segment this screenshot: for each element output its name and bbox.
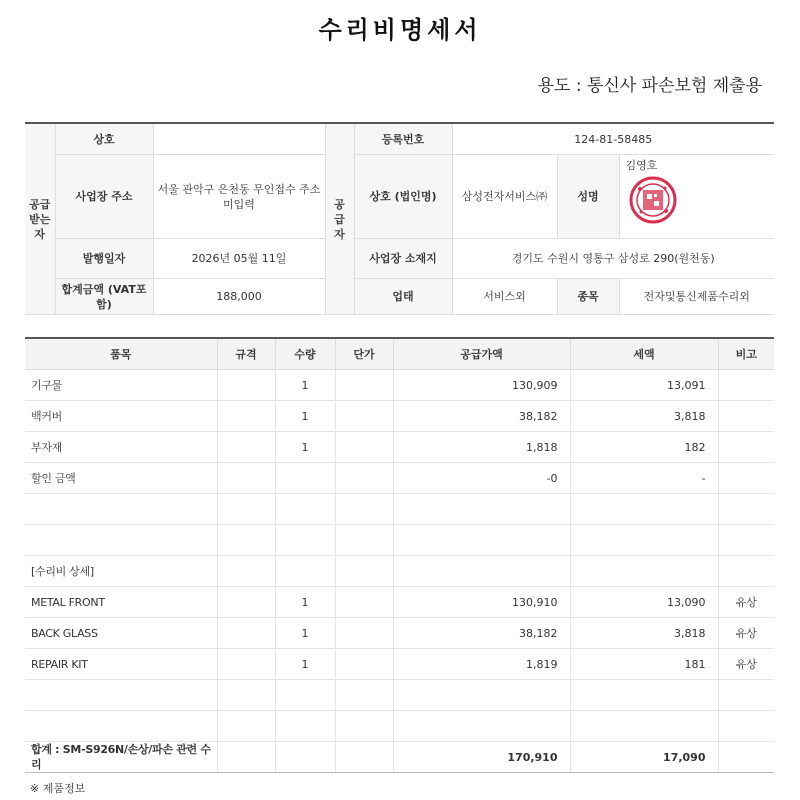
item-remarks (718, 494, 774, 525)
item-unit-price (335, 463, 393, 494)
item-name: BACK GLASS (25, 618, 217, 649)
table-row (25, 525, 774, 556)
item-remarks (718, 711, 774, 742)
table-row (25, 587, 774, 618)
item-remarks (718, 463, 774, 494)
item-spec (217, 401, 275, 432)
item-remarks: 유상 (718, 587, 774, 618)
column-header-spec: 규격 (217, 338, 275, 370)
total-item-tax: 17,090 (570, 742, 718, 773)
supplier-name-label: 성명 (557, 155, 619, 239)
total-item-name: 합계 : SM-S926N/손상/파손 관련 수리 (25, 742, 217, 773)
item-spec (217, 432, 275, 463)
item-name: REPAIR KIT (25, 649, 217, 680)
item-supply-value: 38,182 (393, 401, 570, 432)
item-remarks (718, 525, 774, 556)
supplier-side-label: 공급자 (325, 123, 354, 315)
item-spec (217, 587, 275, 618)
item-tax: 181 (570, 649, 718, 680)
item-supply-value: 130,909 (393, 370, 570, 401)
item-remarks: 유상 (718, 649, 774, 680)
recipient-address-label: 사업장 주소 (55, 155, 153, 239)
item-unit-price (335, 711, 393, 742)
recipient-side-label: 공급받는자 (25, 123, 55, 315)
item-supply-value: 130,910 (393, 587, 570, 618)
item-supply-value (393, 556, 570, 587)
item-remarks (718, 370, 774, 401)
item-unit-price (335, 618, 393, 649)
item-name (25, 711, 217, 742)
supplier-address-value: 경기도 수원시 영통구 삼성로 290(원천동) (452, 239, 774, 279)
recipient-issue-date-label: 발행일자 (55, 239, 153, 279)
item-remarks: 유상 (718, 618, 774, 649)
total-item-remarks (718, 742, 774, 773)
item-supply-value: 38,182 (393, 618, 570, 649)
item-tax: 13,090 (570, 587, 718, 618)
item-tax (570, 525, 718, 556)
item-quantity: 1 (275, 649, 335, 680)
recipient-issue-date-value: 2026년 05월 11일 (153, 239, 325, 279)
item-name: METAL FRONT (25, 587, 217, 618)
item-unit-price (335, 525, 393, 556)
document-title: 수리비명세서 (318, 16, 482, 44)
table-row (25, 432, 774, 463)
item-name (25, 494, 217, 525)
item-name: 부자재 (25, 432, 217, 463)
supplier-name-cell (619, 155, 774, 239)
item-tax (570, 494, 718, 525)
total-item-quantity (275, 742, 335, 773)
item-remarks (718, 556, 774, 587)
supplier-company-label: 상호 (법인명) (354, 155, 452, 239)
table-row (25, 649, 774, 680)
item-quantity: 1 (275, 370, 335, 401)
supplier-name-value: 김영호 (625, 159, 658, 172)
item-unit-price (335, 432, 393, 463)
supplier-address-label: 사업장 소재지 (354, 239, 452, 279)
item-spec (217, 618, 275, 649)
item-tax: 3,818 (570, 401, 718, 432)
recipient-total-value: 188,000 (153, 279, 325, 315)
table-row (25, 494, 774, 525)
item-spec (217, 463, 275, 494)
item-supply-value: 1,818 (393, 432, 570, 463)
item-name: 백커버 (25, 401, 217, 432)
item-name (25, 525, 217, 556)
item-tax (570, 711, 718, 742)
item-tax (570, 680, 718, 711)
item-spec (217, 711, 275, 742)
supplier-reg-no-value: 124-81-58485 (452, 123, 774, 155)
items-table (25, 337, 774, 773)
item-spec (217, 556, 275, 587)
item-spec (217, 494, 275, 525)
supplier-company-value: 삼성전자서비스㈜ (452, 155, 557, 239)
recipient-total-label: 합계금액 (VAT포함) (55, 279, 153, 315)
item-quantity: 1 (275, 618, 335, 649)
column-header-item: 품목 (25, 338, 217, 370)
item-quantity: 1 (275, 587, 335, 618)
table-row (25, 401, 774, 432)
item-spec (217, 370, 275, 401)
product-info-note: ※ 제품정보 (30, 782, 86, 795)
item-supply-value (393, 494, 570, 525)
item-supply-value (393, 525, 570, 556)
item-supply-value (393, 711, 570, 742)
column-header-tax: 세액 (570, 338, 718, 370)
party-info-table (25, 122, 774, 315)
item-tax: 3,818 (570, 618, 718, 649)
recipient-company-value (153, 123, 325, 155)
column-header-unit-price: 단가 (335, 338, 393, 370)
item-tax (570, 556, 718, 587)
total-item-unit-price (335, 742, 393, 773)
table-row (25, 370, 774, 401)
recipient-address-value: 서울 관악구 은천동 무인접수 주소 미입력 (153, 155, 325, 239)
item-unit-price (335, 587, 393, 618)
column-header-quantity: 수량 (275, 338, 335, 370)
item-supply-value: 1,819 (393, 649, 570, 680)
supplier-business-value: 서비스외 (452, 279, 557, 315)
item-unit-price (335, 401, 393, 432)
item-quantity (275, 494, 335, 525)
table-row (25, 618, 774, 649)
item-quantity (275, 463, 335, 494)
supplier-business-label: 업태 (354, 279, 452, 315)
total-item-supply-value: 170,910 (393, 742, 570, 773)
item-unit-price (335, 370, 393, 401)
item-remarks (718, 401, 774, 432)
item-spec (217, 680, 275, 711)
item-tax: - (570, 463, 718, 494)
table-row (25, 556, 774, 587)
supplier-category-value: 전자및통신제품수리외 (619, 279, 774, 315)
item-quantity (275, 556, 335, 587)
recipient-company-label: 상호 (55, 123, 153, 155)
item-spec (217, 649, 275, 680)
item-quantity (275, 680, 335, 711)
column-header-remarks: 비고 (718, 338, 774, 370)
table-row (25, 711, 774, 742)
item-quantity: 1 (275, 432, 335, 463)
item-remarks (718, 432, 774, 463)
company-seal-icon (628, 175, 678, 225)
item-unit-price (335, 556, 393, 587)
item-unit-price (335, 494, 393, 525)
item-remarks (718, 680, 774, 711)
table-row (25, 680, 774, 711)
total-item-spec (217, 742, 275, 773)
column-header-supply-value: 공급가액 (393, 338, 570, 370)
item-quantity (275, 525, 335, 556)
supplier-category-label: 종목 (557, 279, 619, 315)
document-purpose: 용도 : 통신사 파손보험 제출용 (537, 76, 762, 96)
item-name (25, 680, 217, 711)
item-quantity (275, 711, 335, 742)
item-tax: 13,091 (570, 370, 718, 401)
item-name: 기구물 (25, 370, 217, 401)
item-tax: 182 (570, 432, 718, 463)
item-unit-price (335, 680, 393, 711)
total-row (25, 742, 774, 773)
item-unit-price (335, 649, 393, 680)
item-quantity: 1 (275, 401, 335, 432)
item-name: [수리비 상세] (25, 556, 217, 587)
item-supply-value: -0 (393, 463, 570, 494)
supplier-reg-no-label: 등록번호 (354, 123, 452, 155)
item-spec (217, 525, 275, 556)
table-row (25, 463, 774, 494)
item-supply-value (393, 680, 570, 711)
item-name: 할인 금액 (25, 463, 217, 494)
